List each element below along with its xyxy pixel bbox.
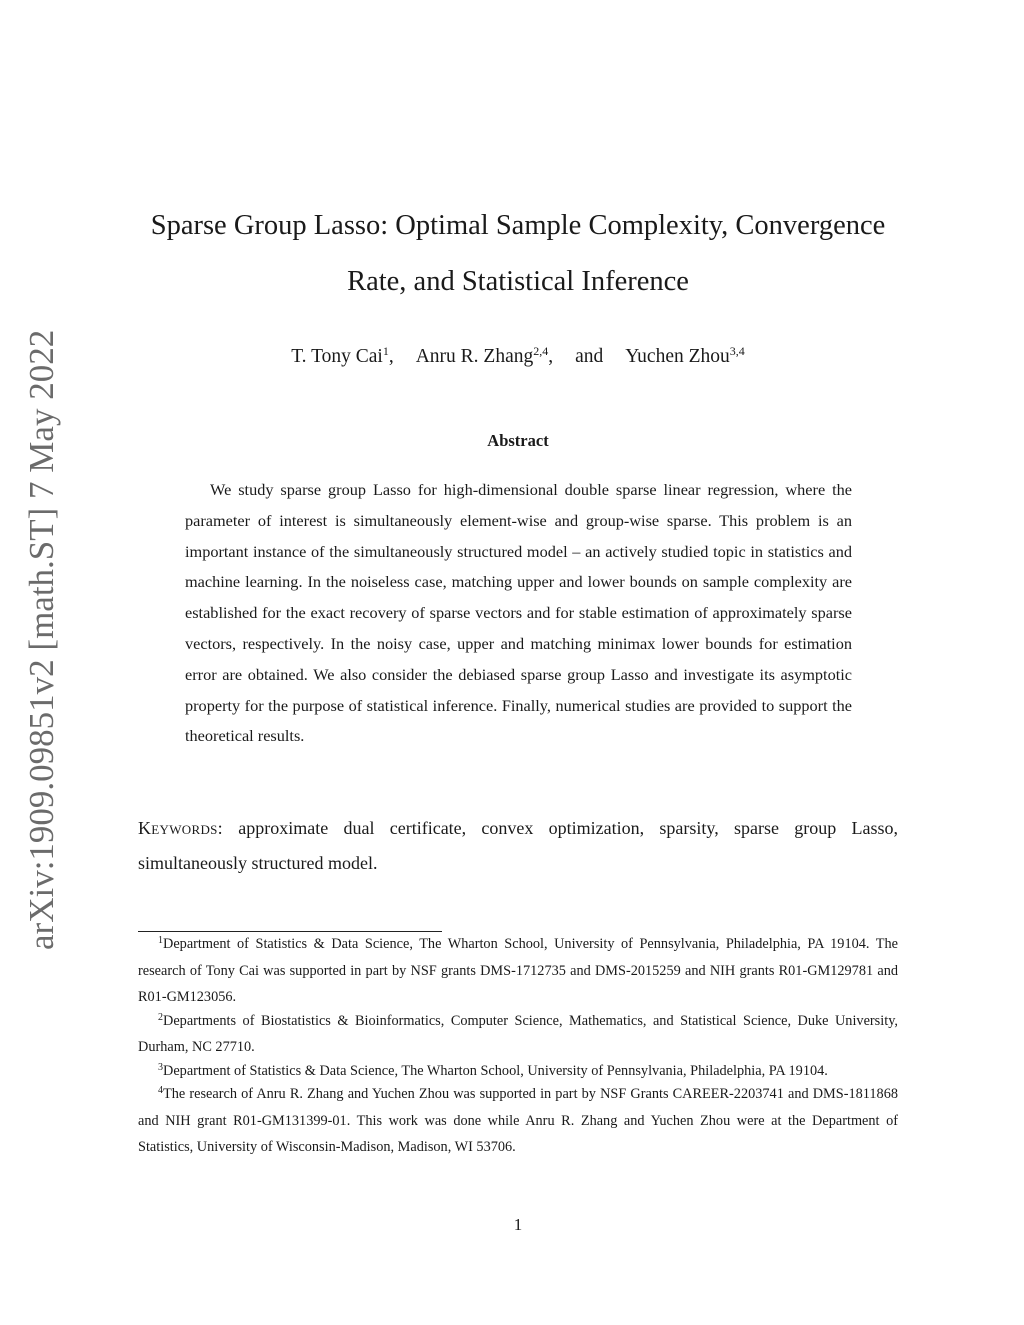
author-name: Yuchen Zhou [625, 346, 730, 367]
paper-title-line-1: Sparse Group Lasso: Optimal Sample Complexity, Convergence [150, 210, 886, 241]
author-separator: , [388, 346, 394, 367]
footnote-text: Department of Statistics & Data Science, The Wharton School, University of Pennsylvania, Philadelphia, PA 19104. [163, 1062, 828, 1079]
keywords [138, 811, 898, 881]
arxiv-side-stamp: arXiv:1909.09851v2 [math.ST] 7 May 2022 [22, 329, 61, 950]
footnote [138, 931, 898, 1011]
author-list [120, 343, 916, 371]
author-name: T. Tony Cai [291, 346, 383, 367]
footnote-text: Department of Statistics & Data Science, The Wharton School, University of Pennsylvania, Philadelphia, PA 19104. The research of Tony Cai was supported in part by NSF grants DMS-1712735 and DMS-2015259 and NIH grants R01-GM129781 and R01-GM123056. [138, 936, 898, 1005]
author-name: Anru R. Zhang [415, 346, 534, 367]
keywords-label: Keywords: [138, 818, 223, 838]
footnote-mark: 4 [158, 1085, 163, 1096]
author-conjunction: and [575, 346, 604, 367]
abstract-heading: Abstract [487, 431, 549, 450]
abstract-body: We study sparse group Lasso for high-dimensional double sparse linear regression, where the parameter of interest is simultaneously element-wise and group-wise sparse. This problem is an important instance of the simultaneously structured model – an actively studied topic in statistics and machine learning. In the noiseless case, matching upper and lower bounds on sample complexity are established for the exact recovery of sparse vectors and for stable estimation of approximately sparse vectors, respectively. In the noisy case, upper and matching minimax lower bounds for estimation error are obtained. We also consider the debiased sparse group Lasso and investigate its asymptotic property for the purpose of statistical inference. Finally, numerical studies are provided to support the theoretical results. [185, 480, 852, 746]
author-separator: , [548, 346, 554, 367]
footnotes [138, 931, 898, 1161]
footnote-mark: 1 [158, 935, 163, 946]
footnote-mark: 3 [158, 1061, 163, 1073]
keywords-text: approximate dual certificate, convex optimization, sparsity, sparse group Lasso, simultaneously structured model. [138, 818, 899, 873]
paper-title [120, 198, 916, 310]
footnote-text: Departments of Biostatistics & Bioinformatics, Computer Science, Mathematics, and Statistical Science, Duke University, Durham, NC 27710. [138, 1012, 898, 1055]
paper-title-line-2: Rate, and Statistical Inference [347, 266, 689, 297]
page-number: 1 [513, 1215, 523, 1234]
footnote [138, 1008, 898, 1061]
author-affiliation-mark: 2,4 [533, 344, 549, 358]
footnote-text: The research of Anru R. Zhang and Yuchen Zhou was supported in part by NSF Grants CAREER-2203741 and DMS-1811868 and NIH grant R01-GM131399-01. This work was done while Anru R. Zhang and Yuchen Zhou were at the Department of Statistics, University of Wisconsin-Madison, Madison, WI 53706. [138, 1086, 898, 1155]
footnote [138, 1081, 898, 1161]
footnote-mark: 2 [158, 1011, 163, 1023]
author-affiliation-mark: 1 [382, 344, 389, 358]
author-affiliation-mark: 3,4 [729, 344, 745, 358]
